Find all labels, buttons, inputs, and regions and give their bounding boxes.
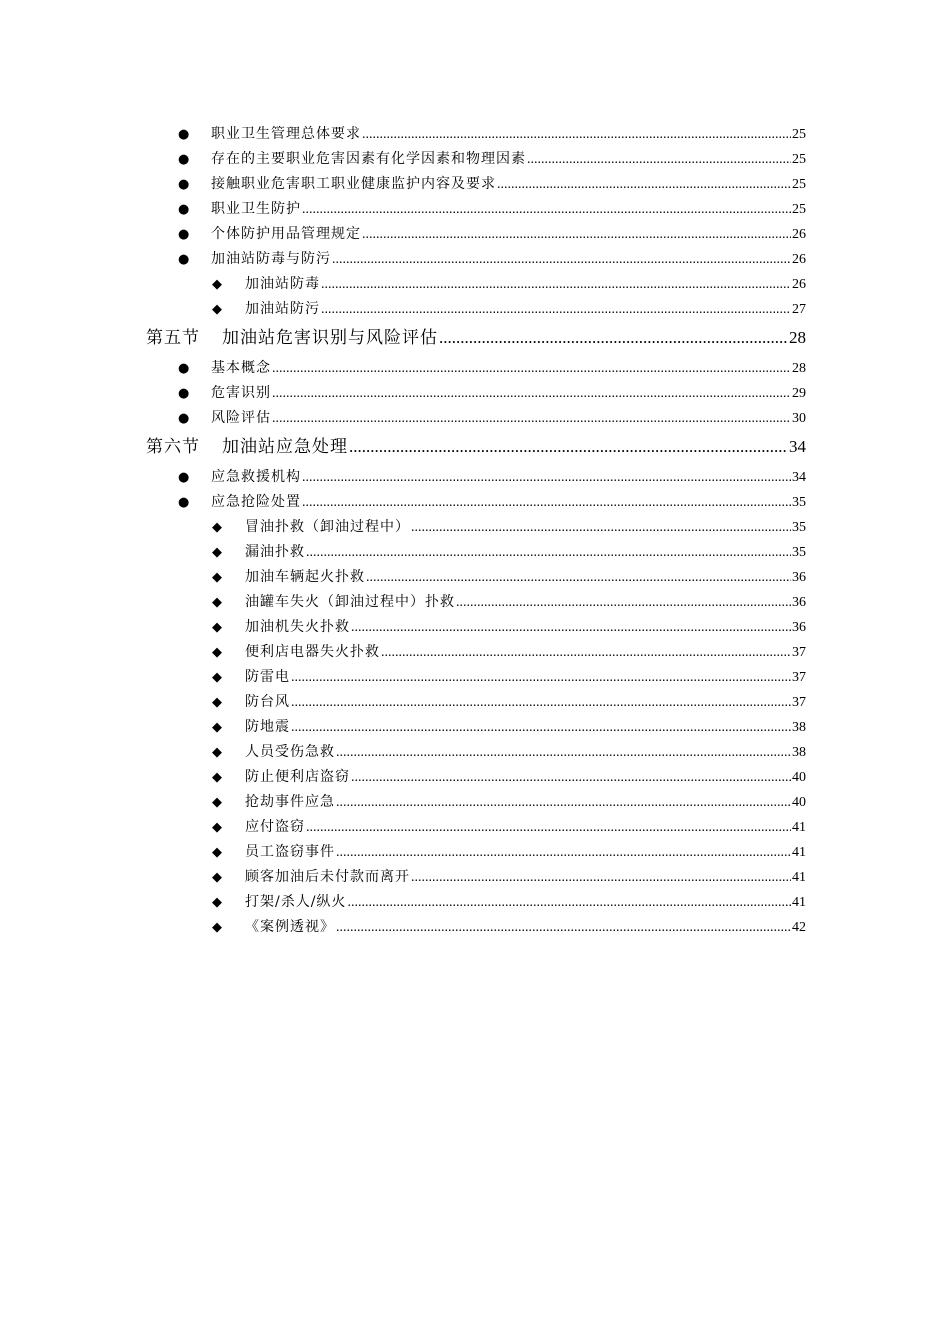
toc-subentry[interactable] <box>0 690 806 715</box>
entry-title: 应付盗窃 <box>245 819 305 835</box>
toc-subentry[interactable] <box>0 640 806 665</box>
dot-leader <box>362 222 791 247</box>
dot-leader <box>272 406 791 431</box>
toc-subentry[interactable] <box>0 515 806 540</box>
toc-subentry[interactable] <box>0 890 806 915</box>
diamond-bullet-icon: ◆ <box>212 595 222 610</box>
entry-title: 风险评估 <box>211 410 271 426</box>
entry-title: 员工盗窃事件 <box>245 844 335 860</box>
diamond-bullet-icon: ◆ <box>212 545 222 560</box>
entry-title: 漏油扑救 <box>245 544 305 560</box>
entry-page-number: 35 <box>792 495 806 510</box>
toc-entry[interactable] <box>0 247 806 272</box>
entry-page-number: 36 <box>792 570 806 585</box>
entry-page-number: 41 <box>792 845 806 860</box>
toc-entry[interactable] <box>0 490 806 515</box>
toc-entry[interactable] <box>0 122 806 147</box>
entry-title: 顾客加油后未付款而离开 <box>245 869 410 885</box>
diamond-bullet-icon: ◆ <box>212 720 222 735</box>
dot-leader <box>347 890 791 915</box>
entry-page-number: 30 <box>792 411 806 426</box>
entry-page-number: 40 <box>792 770 806 785</box>
entry-title: 便利店电器失火扑救 <box>245 644 380 660</box>
toc-entry[interactable] <box>0 465 806 490</box>
section-title: 加油站危害识别与风险评估 <box>222 328 438 348</box>
entry-page-number: 28 <box>792 361 806 376</box>
dot-leader <box>291 665 791 690</box>
toc-subentry[interactable] <box>0 615 806 640</box>
diamond-bullet-icon: ◆ <box>212 745 222 760</box>
section-title: 加油站应急处理 <box>222 437 348 457</box>
table-of-contents <box>0 122 950 940</box>
dot-leader <box>291 715 791 740</box>
entry-page-number: 34 <box>792 470 806 485</box>
dot-leader <box>321 297 791 322</box>
dot-leader <box>411 515 791 540</box>
section-page-number: 34 <box>789 437 806 456</box>
toc-subentry[interactable] <box>0 715 806 740</box>
entry-page-number: 29 <box>792 386 806 401</box>
dot-leader <box>366 565 791 590</box>
dot-leader <box>306 540 791 565</box>
diamond-bullet-icon: ◆ <box>212 795 222 810</box>
entry-title: 基本概念 <box>211 360 271 376</box>
dot-leader <box>349 433 788 460</box>
toc-subentry[interactable] <box>0 815 806 840</box>
diamond-bullet-icon: ◆ <box>212 845 222 860</box>
toc-subentry[interactable] <box>0 840 806 865</box>
entry-title: 职业卫生防护 <box>211 201 301 217</box>
toc-entry[interactable] <box>0 147 806 172</box>
entry-title: 接触职业危害职工职业健康监护内容及要求 <box>211 176 496 192</box>
entry-title: 应急救援机构 <box>211 469 301 485</box>
entry-page-number: 41 <box>792 870 806 885</box>
entry-title: 人员受伤急救 <box>245 744 335 760</box>
entry-title: 冒油扑救（卸油过程中） <box>245 519 410 535</box>
toc-subentry[interactable] <box>0 565 806 590</box>
diamond-bullet-icon: ◆ <box>212 820 222 835</box>
entry-page-number: 35 <box>792 545 806 560</box>
dot-leader <box>351 615 791 640</box>
toc-subentry[interactable] <box>0 540 806 565</box>
dot-leader <box>336 790 791 815</box>
toc-entry[interactable] <box>0 381 806 406</box>
dot-leader <box>291 690 791 715</box>
entry-page-number: 36 <box>792 620 806 635</box>
dot-leader <box>497 172 791 197</box>
round-bullet-icon: ● <box>178 177 190 192</box>
entry-title: 油罐车失火（卸油过程中）扑救 <box>245 594 455 610</box>
dot-leader <box>272 356 791 381</box>
entry-page-number: 42 <box>792 920 806 935</box>
round-bullet-icon: ● <box>178 470 190 485</box>
entry-title: 《案例透视》 <box>245 919 335 935</box>
diamond-bullet-icon: ◆ <box>212 670 222 685</box>
round-bullet-icon: ● <box>178 495 190 510</box>
section-number: 第五节 <box>146 328 200 348</box>
entry-title: 加油站防污 <box>245 301 320 317</box>
dot-leader <box>362 122 791 147</box>
entry-page-number: 26 <box>792 277 806 292</box>
diamond-bullet-icon: ◆ <box>212 277 222 292</box>
entry-page-number: 37 <box>792 670 806 685</box>
diamond-bullet-icon: ◆ <box>212 770 222 785</box>
entry-page-number: 27 <box>792 302 806 317</box>
entry-page-number: 37 <box>792 695 806 710</box>
dot-leader <box>321 272 791 297</box>
entry-page-number: 36 <box>792 595 806 610</box>
entry-page-number: 41 <box>792 895 806 910</box>
dot-leader <box>351 765 791 790</box>
toc-subentry[interactable] <box>0 272 806 297</box>
diamond-bullet-icon: ◆ <box>212 920 222 935</box>
entry-title: 职业卫生管理总体要求 <box>211 126 361 142</box>
dot-leader <box>456 590 791 615</box>
entry-page-number: 25 <box>792 152 806 167</box>
diamond-bullet-icon: ◆ <box>212 570 222 585</box>
diamond-bullet-icon: ◆ <box>212 620 222 635</box>
toc-section-heading[interactable] <box>0 433 806 460</box>
toc-subentry[interactable] <box>0 865 806 890</box>
entry-title: 防台风 <box>245 694 290 710</box>
toc-subentry[interactable] <box>0 740 806 765</box>
dot-leader <box>336 915 791 940</box>
entry-page-number: 38 <box>792 745 806 760</box>
dot-leader <box>302 465 791 490</box>
entry-page-number: 26 <box>792 227 806 242</box>
toc-entry[interactable] <box>0 172 806 197</box>
round-bullet-icon: ● <box>178 202 190 217</box>
round-bullet-icon: ● <box>178 252 190 267</box>
dot-leader <box>527 147 791 172</box>
dot-leader <box>381 640 791 665</box>
entry-page-number: 37 <box>792 645 806 660</box>
toc-subentry[interactable] <box>0 297 806 322</box>
dot-leader <box>302 197 791 222</box>
entry-title: 加油站防毒 <box>245 276 320 292</box>
entry-page-number: 25 <box>792 127 806 142</box>
entry-page-number: 35 <box>792 520 806 535</box>
toc-subentry[interactable] <box>0 915 806 940</box>
toc-entry[interactable] <box>0 356 806 381</box>
round-bullet-icon: ● <box>178 227 190 242</box>
dot-leader <box>336 740 791 765</box>
diamond-bullet-icon: ◆ <box>212 895 222 910</box>
section-page-number: 28 <box>789 328 806 347</box>
entry-title: 存在的主要职业危害因素有化学因素和物理因素 <box>211 151 526 167</box>
toc-entry[interactable] <box>0 222 806 247</box>
entry-title: 个体防护用品管理规定 <box>211 226 361 242</box>
round-bullet-icon: ● <box>178 386 190 401</box>
entry-title: 应急抢险处置 <box>211 494 301 510</box>
toc-subentry[interactable] <box>0 765 806 790</box>
diamond-bullet-icon: ◆ <box>212 302 222 317</box>
entry-title: 危害识别 <box>211 385 271 401</box>
entry-title: 抢劫事件应急 <box>245 794 335 810</box>
dot-leader <box>332 247 791 272</box>
toc-entry[interactable] <box>0 197 806 222</box>
dot-leader <box>439 324 788 351</box>
round-bullet-icon: ● <box>178 152 190 167</box>
entry-page-number: 40 <box>792 795 806 810</box>
dot-leader <box>336 840 791 865</box>
entry-title: 防止便利店盗窃 <box>245 769 350 785</box>
dot-leader <box>272 381 791 406</box>
diamond-bullet-icon: ◆ <box>212 695 222 710</box>
entry-title: 加油车辆起火扑救 <box>245 569 365 585</box>
toc-subentry[interactable] <box>0 665 806 690</box>
entry-title: 打架/杀人/纵火 <box>245 894 347 910</box>
entry-page-number: 38 <box>792 720 806 735</box>
round-bullet-icon: ● <box>178 361 190 376</box>
toc-section-heading[interactable] <box>0 324 806 351</box>
entry-page-number: 25 <box>792 202 806 217</box>
round-bullet-icon: ● <box>178 127 190 142</box>
dot-leader <box>411 865 791 890</box>
toc-entry[interactable] <box>0 406 806 431</box>
entry-title: 防雷电 <box>245 669 290 685</box>
round-bullet-icon: ● <box>178 411 190 426</box>
toc-subentry[interactable] <box>0 590 806 615</box>
diamond-bullet-icon: ◆ <box>212 870 222 885</box>
entry-page-number: 25 <box>792 177 806 192</box>
entry-title: 加油机失火扑救 <box>245 619 350 635</box>
diamond-bullet-icon: ◆ <box>212 520 222 535</box>
entry-page-number: 41 <box>792 820 806 835</box>
dot-leader <box>306 815 791 840</box>
entry-title: 防地震 <box>245 719 290 735</box>
entry-title: 加油站防毒与防污 <box>211 251 331 267</box>
diamond-bullet-icon: ◆ <box>212 645 222 660</box>
dot-leader <box>302 490 791 515</box>
toc-subentry[interactable] <box>0 790 806 815</box>
section-number: 第六节 <box>146 437 200 457</box>
entry-page-number: 26 <box>792 252 806 267</box>
